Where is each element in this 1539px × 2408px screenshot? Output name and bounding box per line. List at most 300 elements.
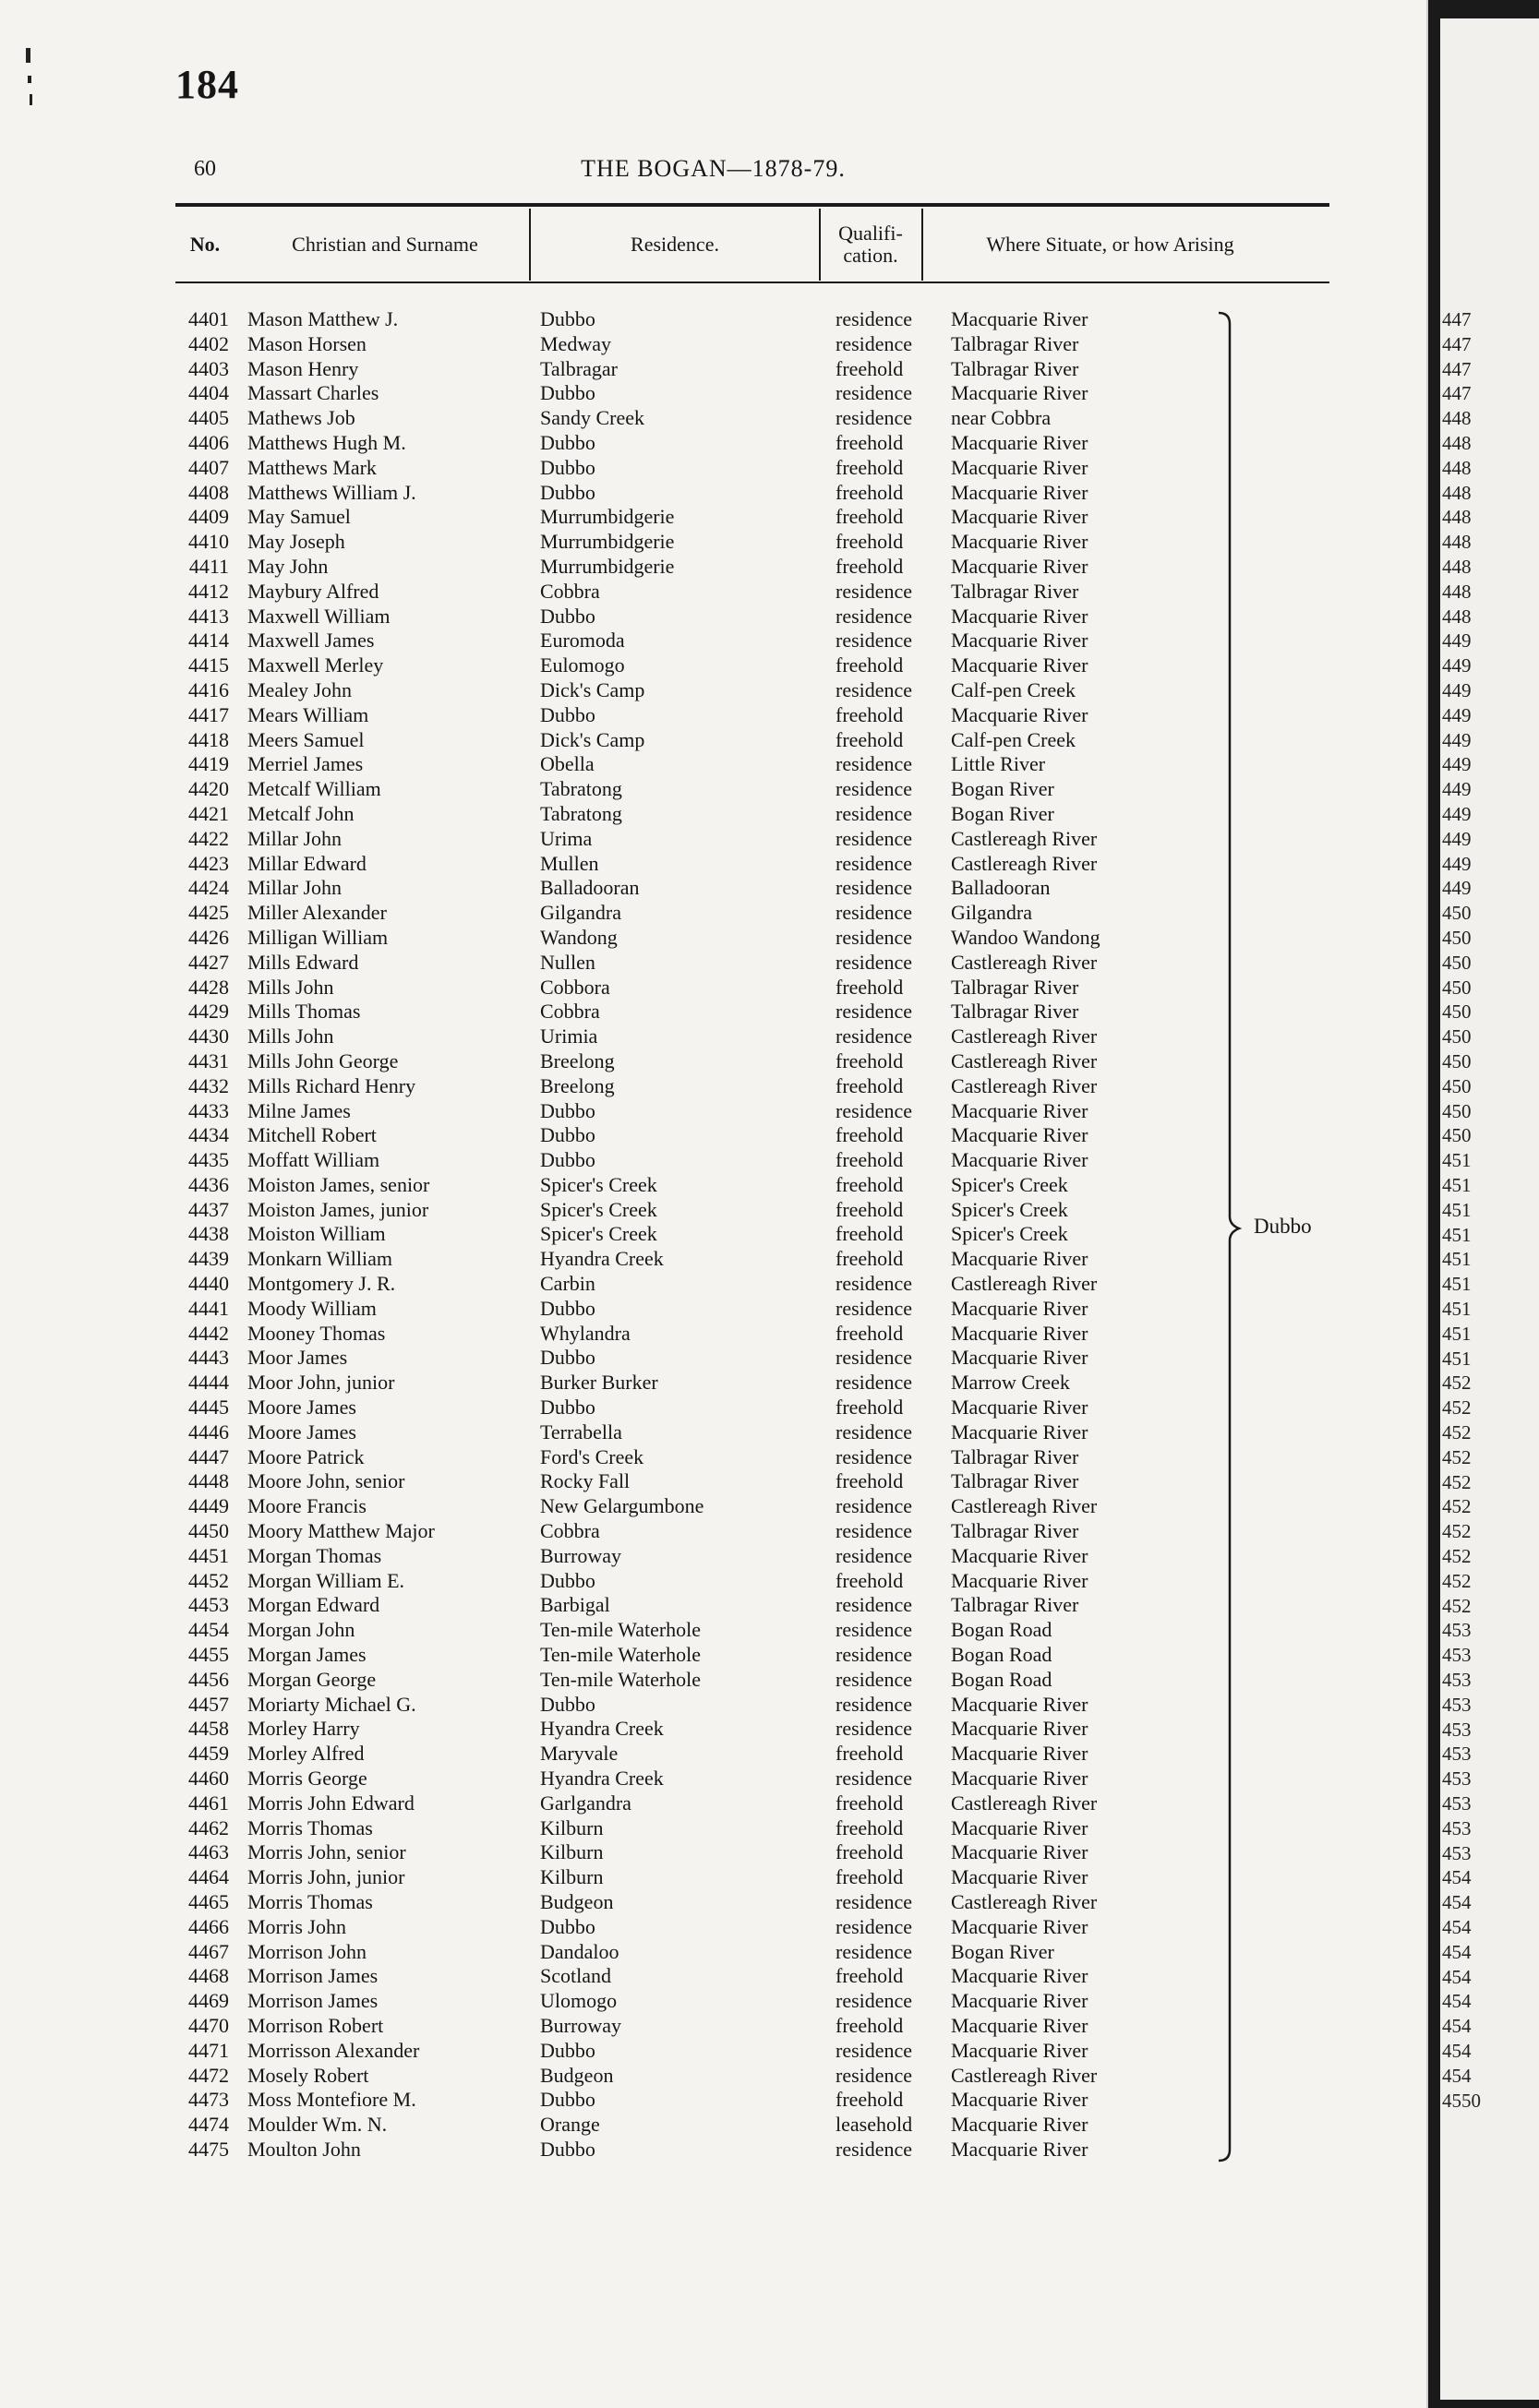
entry-qualification: freehold — [836, 1073, 904, 1097]
adjacent-entry-number: 452 — [1442, 1545, 1472, 1567]
entry-qualification: residence — [836, 1618, 913, 1642]
entry-where-situate: Bogan Road — [951, 1643, 1052, 1667]
stamp-number: 184 — [175, 62, 239, 107]
entry-name: Mason Horsen — [247, 331, 367, 355]
entry-residence: Breelong — [540, 1048, 615, 1072]
adjacent-entry-number: 450 — [1442, 1099, 1472, 1122]
adjacent-entry-number: 448 — [1442, 456, 1472, 479]
adjacent-entry-number: 449 — [1442, 753, 1472, 776]
entry-residence: Garlgandra — [540, 1791, 631, 1815]
entry-where-situate: Macquarie River — [951, 2038, 1088, 2062]
table-row — [0, 1123, 1426, 1148]
entry-residence: Dubbo — [540, 1296, 595, 1320]
entry-where-situate: Macquarie River — [951, 480, 1088, 504]
entry-residence: Ten-mile Waterhole — [540, 1667, 702, 1691]
adjacent-entry-number: 447 — [1442, 357, 1472, 380]
entry-name: Moory Matthew Major — [247, 1519, 435, 1543]
adjacent-entry-number: 449 — [1442, 629, 1472, 653]
entry-qualification: residence — [836, 851, 913, 875]
adjacent-entry-number: 451 — [1442, 1223, 1472, 1246]
table-row — [0, 1272, 1426, 1297]
entry-number: 4466 — [188, 1914, 229, 1938]
entry-name: Milne James — [247, 1098, 351, 1122]
entry-qualification: freehold — [836, 1964, 904, 1988]
entry-name: Morgan George — [247, 1667, 377, 1691]
entry-where-situate: Macquarie River — [951, 1865, 1088, 1889]
entry-number: 4408 — [188, 480, 229, 504]
adjacent-entry-number: 450 — [1442, 1124, 1472, 1147]
entry-residence: Dubbo — [540, 1692, 595, 1716]
entry-name: Mills Thomas — [247, 1000, 361, 1024]
entry-where-situate: Macquarie River — [951, 1543, 1088, 1567]
adjacent-entry-number: 454 — [1442, 1990, 1472, 2013]
entry-number: 4452 — [188, 1568, 229, 1592]
entry-qualification: freehold — [836, 975, 904, 999]
entry-number: 4471 — [188, 2038, 229, 2062]
entry-number: 4433 — [188, 1098, 229, 1122]
entry-number: 4467 — [188, 1939, 229, 1963]
entry-where-situate: Macquarie River — [951, 2137, 1088, 2161]
entry-residence: Spicer's Creek — [540, 1172, 657, 1196]
entry-number: 4456 — [188, 1667, 229, 1691]
adjacent-entry-number: 453 — [1442, 1816, 1472, 1839]
entry-qualification: freehold — [836, 1840, 904, 1864]
entry-qualification: freehold — [836, 1815, 904, 1839]
adjacent-entry-number: 452 — [1442, 1520, 1472, 1543]
entry-residence: Burroway — [540, 1543, 621, 1567]
entry-residence: Terrabella — [540, 1420, 622, 1444]
entry-name: Matthews Mark — [247, 455, 377, 479]
table-row — [0, 1000, 1426, 1024]
entry-where-situate: Spicer's Creek — [951, 1197, 1068, 1221]
entry-where-situate: Macquarie River — [951, 1717, 1088, 1741]
adjacent-entry-number: 448 — [1442, 481, 1472, 504]
entry-qualification: freehold — [836, 1197, 904, 1221]
entry-number: 4416 — [188, 677, 229, 701]
entry-where-situate: Macquarie River — [951, 1296, 1088, 1320]
adjacent-entry-number: 452 — [1442, 1470, 1472, 1493]
table-row — [0, 580, 1426, 605]
entry-qualification: residence — [836, 307, 913, 330]
entry-number: 4446 — [188, 1420, 229, 1444]
table-row — [0, 2113, 1426, 2138]
entry-qualification: freehold — [836, 480, 904, 504]
entry-number: 4431 — [188, 1048, 229, 1072]
entry-residence: Dubbo — [540, 1914, 595, 1938]
adjacent-entry-number: 451 — [1442, 1248, 1472, 1271]
adjacent-entry-number: 448 — [1442, 407, 1472, 430]
table-row — [0, 1148, 1426, 1173]
running-head-text: THE BOGAN—1878-79. — [581, 155, 846, 182]
entry-name: Morris George — [247, 1767, 367, 1791]
entry-name: Moore Patrick — [247, 1444, 365, 1468]
entry-qualification: freehold — [836, 1321, 904, 1345]
entry-number: 4475 — [188, 2137, 229, 2161]
entry-qualification: residence — [836, 1000, 913, 1024]
entry-name: Moss Montefiore M. — [247, 2088, 416, 2112]
entry-where-situate: Castlereagh River — [951, 1272, 1098, 1296]
entry-qualification: residence — [836, 381, 913, 405]
entry-where-situate: Talbragar River — [951, 1000, 1079, 1024]
entry-residence: Medway — [540, 331, 611, 355]
entry-where-situate: Macquarie River — [951, 1767, 1088, 1791]
entry-qualification: freehold — [836, 1865, 904, 1889]
entry-where-situate: Talbragar River — [951, 1469, 1079, 1493]
entry-residence: Rocky Fall — [540, 1469, 631, 1493]
entry-where-situate: Macquarie River — [951, 604, 1088, 628]
entry-name: Moffatt William — [247, 1148, 380, 1172]
entry-number: 4422 — [188, 826, 229, 850]
entry-name: Moiston James, junior — [247, 1197, 429, 1221]
table-row — [0, 332, 1426, 357]
entry-residence: Cobbra — [540, 1519, 600, 1543]
entry-number: 4417 — [188, 702, 229, 726]
entry-number: 4443 — [188, 1346, 229, 1370]
table-row — [0, 1544, 1426, 1569]
table-row — [0, 653, 1426, 678]
entry-number: 4469 — [188, 1989, 229, 2013]
entry-residence: Dubbo — [540, 2088, 595, 2112]
entry-residence: Murrumbidgerie — [540, 554, 675, 578]
entry-residence: Barbigal — [540, 1593, 610, 1617]
entry-number: 4458 — [188, 1717, 229, 1741]
entry-name: Massart Charles — [247, 381, 379, 405]
entry-where-situate: Macquarie River — [951, 1346, 1088, 1370]
entry-number: 4459 — [188, 1742, 229, 1766]
entry-where-situate: Macquarie River — [951, 2088, 1088, 2112]
entry-number: 4419 — [188, 752, 229, 776]
entry-where-situate: Bogan Road — [951, 1618, 1052, 1642]
adjacent-entry-number: 452 — [1442, 1495, 1472, 1518]
entry-qualification: residence — [836, 677, 913, 701]
table-row — [0, 1173, 1426, 1198]
adjacent-entry-number: 454 — [1442, 1965, 1472, 1988]
entry-name: Moriarty Michael G. — [247, 1692, 416, 1716]
table-row — [0, 1940, 1426, 1965]
entry-number: 4406 — [188, 430, 229, 454]
entry-number: 4460 — [188, 1767, 229, 1791]
table-row — [0, 1791, 1426, 1816]
entry-qualification: freehold — [836, 2088, 904, 2112]
entry-number: 4449 — [188, 1494, 229, 1518]
entry-qualification: residence — [836, 579, 913, 603]
entry-where-situate: Castlereagh River — [951, 851, 1098, 875]
entry-name: Morris Thomas — [247, 1890, 373, 1913]
entry-residence: Dubbo — [540, 1098, 595, 1122]
entry-where-situate: Talbragar River — [951, 1519, 1079, 1543]
entry-number: 4454 — [188, 1618, 229, 1642]
entry-qualification: residence — [836, 1890, 913, 1913]
entry-residence: Murrumbidgerie — [540, 530, 675, 554]
table-row — [0, 852, 1426, 877]
entry-name: Mears William — [247, 702, 369, 726]
table-row — [0, 802, 1426, 827]
adjacent-entry-number: 453 — [1442, 1767, 1472, 1791]
entry-residence: Dubbo — [540, 1346, 595, 1370]
entry-qualification: freehold — [836, 1123, 904, 1147]
entry-residence: Dubbo — [540, 1148, 595, 1172]
entry-name: Morgan Edward — [247, 1593, 380, 1617]
entry-name: Morris Thomas — [247, 1815, 373, 1839]
entry-name: Morgan Thomas — [247, 1543, 382, 1567]
entry-name: Mosely Robert — [247, 2063, 369, 2087]
entry-name: Merriel James — [247, 752, 364, 776]
adjacent-entry-number: 453 — [1442, 1619, 1472, 1642]
page-number: 60 — [194, 157, 216, 181]
adjacent-page-numbers — [1440, 18, 1539, 2400]
entry-where-situate: Macquarie River — [951, 1840, 1088, 1864]
table-row — [0, 1099, 1426, 1124]
register-entries — [0, 307, 1426, 2162]
adjacent-entry-number: 454 — [1442, 2064, 1472, 2087]
entry-residence: Dubbo — [540, 307, 595, 330]
entry-qualification: freehold — [836, 530, 904, 554]
entry-name: Morrison John — [247, 1939, 367, 1963]
entry-residence: Dubbo — [540, 702, 595, 726]
table-row — [0, 752, 1426, 777]
entry-residence: Dick's Camp — [540, 727, 645, 751]
entry-residence: Ten-mile Waterhole — [540, 1643, 702, 1667]
entry-where-situate: Macquarie River — [951, 1964, 1088, 1988]
entry-number: 4411 — [188, 554, 229, 578]
entry-number: 4464 — [188, 1865, 229, 1889]
entry-qualification: residence — [836, 2137, 913, 2161]
table-row — [0, 1346, 1426, 1371]
entry-number: 4442 — [188, 1321, 229, 1345]
table-row — [0, 505, 1426, 530]
entry-number: 4414 — [188, 629, 229, 653]
table-row — [0, 1222, 1426, 1247]
table-row — [0, 951, 1426, 976]
entry-qualification: freehold — [836, 1396, 904, 1420]
table-row — [0, 777, 1426, 802]
adjacent-entry-number: 453 — [1442, 1693, 1472, 1716]
header-rule-bottom — [175, 282, 1329, 283]
entry-name: Mills John George — [247, 1048, 399, 1072]
adjacent-entry-number: 452 — [1442, 1372, 1472, 1395]
entry-residence: Breelong — [540, 1073, 615, 1097]
district-label: Dubbo — [1254, 1215, 1312, 1238]
entry-residence: Dubbo — [540, 2137, 595, 2161]
entry-where-situate: Talbragar River — [951, 579, 1079, 603]
entry-name: Morrisson Alexander — [247, 2038, 420, 2062]
entry-where-situate: Macquarie River — [951, 1568, 1088, 1592]
entry-qualification: residence — [836, 1989, 913, 2013]
table-row — [0, 1693, 1426, 1718]
entry-where-situate: Castlereagh River — [951, 826, 1098, 850]
entry-qualification: residence — [836, 1914, 913, 1938]
entry-number: 4404 — [188, 381, 229, 405]
entry-where-situate: near Cobbra — [951, 406, 1052, 430]
entry-where-situate: Marrow Creek — [951, 1371, 1070, 1395]
entry-name: Morrison James — [247, 1989, 379, 2013]
adjacent-entry-number: 454 — [1442, 1866, 1472, 1889]
entry-number: 4437 — [188, 1197, 229, 1221]
table-row — [0, 1915, 1426, 1940]
entry-where-situate: Macquarie River — [951, 1148, 1088, 1172]
entry-qualification: residence — [836, 1543, 913, 1567]
entry-name: Mealey John — [247, 677, 353, 701]
entry-residence: Ford's Creek — [540, 1444, 644, 1468]
entry-name: Maybury Alfred — [247, 579, 379, 603]
entry-number: 4420 — [188, 777, 229, 801]
entry-number: 4405 — [188, 406, 229, 430]
entry-qualification: freehold — [836, 430, 904, 454]
entry-where-situate: Macquarie River — [951, 381, 1088, 405]
table-row — [0, 1247, 1426, 1272]
entry-residence: Dubbo — [540, 1123, 595, 1147]
entry-qualification: residence — [836, 1939, 913, 1963]
entry-residence: Obella — [540, 752, 595, 776]
scan-mark — [28, 76, 31, 83]
entry-name: Mills Edward — [247, 950, 359, 974]
entry-name: Maxwell William — [247, 604, 391, 628]
adjacent-entry-number: 450 — [1442, 927, 1472, 949]
entry-name: Moulton John — [247, 2137, 361, 2161]
entry-qualification: residence — [836, 826, 913, 850]
entry-residence: Wandong — [540, 925, 618, 949]
adjacent-entry-number: 452 — [1442, 1421, 1472, 1444]
entry-residence: Tabratong — [540, 777, 622, 801]
entry-residence: Cobbra — [540, 579, 600, 603]
table-row — [0, 703, 1426, 728]
entry-name: Mathews Job — [247, 406, 355, 430]
entry-number: 4429 — [188, 1000, 229, 1024]
entry-name: Moore James — [247, 1420, 356, 1444]
entry-where-situate: Little River — [951, 752, 1046, 776]
running-head — [0, 155, 1426, 183]
table-row — [0, 605, 1426, 629]
entry-name: Morrison James — [247, 1964, 379, 1988]
table-row — [0, 555, 1426, 580]
entry-where-situate: Wandoo Wandong — [951, 925, 1100, 949]
entry-name: Morris John, junior — [247, 1865, 405, 1889]
entry-residence: Tabratong — [540, 801, 622, 825]
entry-where-situate: Balladooran — [951, 876, 1051, 900]
entry-qualification: residence — [836, 2063, 913, 2087]
table-row — [0, 1767, 1426, 1791]
entry-number: 4426 — [188, 925, 229, 949]
entry-where-situate: Castlereagh River — [951, 1890, 1098, 1913]
entry-number: 4407 — [188, 455, 229, 479]
adjacent-entry-number: 451 — [1442, 1298, 1472, 1320]
adjacent-entry-number: 448 — [1442, 432, 1472, 454]
table-row — [0, 381, 1426, 406]
adjacent-entry-number: 453 — [1442, 1644, 1472, 1667]
adjacent-entry-number: 447 — [1442, 308, 1472, 330]
table-row — [0, 2064, 1426, 2089]
adjacent-entry-number: 452 — [1442, 1594, 1472, 1617]
entry-name: Moore James — [247, 1396, 356, 1420]
entry-residence: Kilburn — [540, 1840, 604, 1864]
entry-name: Morgan John — [247, 1618, 355, 1642]
entry-qualification: residence — [836, 1346, 913, 1370]
table-row — [0, 357, 1426, 382]
entry-qualification: residence — [836, 1593, 913, 1617]
entry-qualification: freehold — [836, 1222, 904, 1246]
entry-qualification: residence — [836, 1444, 913, 1468]
entry-qualification: residence — [836, 331, 913, 355]
entry-name: Mills John — [247, 975, 334, 999]
entry-number: 4447 — [188, 1444, 229, 1468]
entry-where-situate: Castlereagh River — [951, 950, 1098, 974]
entry-residence: Budgeon — [540, 1890, 614, 1913]
entry-number: 4474 — [188, 2113, 229, 2137]
entry-number: 4435 — [188, 1148, 229, 1172]
entry-residence: Mullen — [540, 851, 599, 875]
entry-residence: Ulomogo — [540, 1989, 618, 2013]
entry-number: 4403 — [188, 356, 229, 380]
adjacent-entry-number: 453 — [1442, 1743, 1472, 1766]
entry-number: 4413 — [188, 604, 229, 628]
entry-name: May John — [247, 554, 329, 578]
entry-name: Moore John, senior — [247, 1469, 405, 1493]
adjacent-entry-number: 451 — [1442, 1322, 1472, 1345]
entry-qualification: freehold — [836, 1172, 904, 1196]
entry-qualification: residence — [836, 901, 913, 925]
table-row — [0, 1840, 1426, 1865]
entry-name: Morrison Robert — [247, 2013, 384, 2037]
entry-number: 4453 — [188, 1593, 229, 1617]
entry-number: 4448 — [188, 1469, 229, 1493]
entry-qualification: residence — [836, 1296, 913, 1320]
entry-where-situate: Macquarie River — [951, 653, 1088, 677]
entry-where-situate: Calf-pen Creek — [951, 727, 1076, 751]
adjacent-entry-number: 454 — [1442, 1916, 1472, 1938]
entry-number: 4418 — [188, 727, 229, 751]
entry-name: Matthews Hugh M. — [247, 430, 406, 454]
table-row — [0, 406, 1426, 431]
entry-number: 4473 — [188, 2088, 229, 2112]
adjacent-entry-number: 4550 — [1442, 2089, 1481, 2112]
entry-number: 4421 — [188, 801, 229, 825]
entry-name: Moody William — [247, 1296, 377, 1320]
entry-number: 4439 — [188, 1247, 229, 1271]
entry-qualification: freehold — [836, 1247, 904, 1271]
entry-where-situate: Macquarie River — [951, 554, 1088, 578]
entry-residence: Urimia — [540, 1024, 598, 1048]
entry-qualification: residence — [836, 1024, 913, 1048]
entry-qualification: freehold — [836, 505, 904, 529]
entry-where-situate: Macquarie River — [951, 1420, 1088, 1444]
entry-residence: Carbin — [540, 1272, 595, 1296]
table-row — [0, 456, 1426, 481]
table-row — [0, 1643, 1426, 1668]
entry-where-situate: Gilgandra — [951, 901, 1032, 925]
entry-residence: Dubbo — [540, 381, 595, 405]
entry-residence: Dubbo — [540, 480, 595, 504]
entry-where-situate: Macquarie River — [951, 1247, 1088, 1271]
adjacent-entry-number: 449 — [1442, 728, 1472, 751]
entry-qualification: residence — [836, 801, 913, 825]
entry-residence: Scotland — [540, 1964, 611, 1988]
entry-qualification: residence — [836, 1371, 913, 1395]
column-header-qualification: Qualifi- cation. — [838, 222, 903, 267]
column-header-where: Where Situate, or how Arising — [986, 233, 1234, 256]
entry-where-situate: Talbragar River — [951, 975, 1079, 999]
entry-where-situate: Castlereagh River — [951, 1494, 1098, 1518]
adjacent-entry-number: 451 — [1442, 1347, 1472, 1370]
header-rule-top — [175, 203, 1329, 207]
entry-qualification: freehold — [836, 1568, 904, 1592]
entry-where-situate: Macquarie River — [951, 1989, 1088, 2013]
entry-number: 4401 — [188, 307, 229, 330]
entry-residence: Sandy Creek — [540, 406, 645, 430]
entry-where-situate: Macquarie River — [951, 1396, 1088, 1420]
entry-qualification: residence — [836, 2038, 913, 2062]
adjacent-entry-number: 451 — [1442, 1174, 1472, 1196]
adjacent-entry-number: 454 — [1442, 2015, 1472, 2038]
